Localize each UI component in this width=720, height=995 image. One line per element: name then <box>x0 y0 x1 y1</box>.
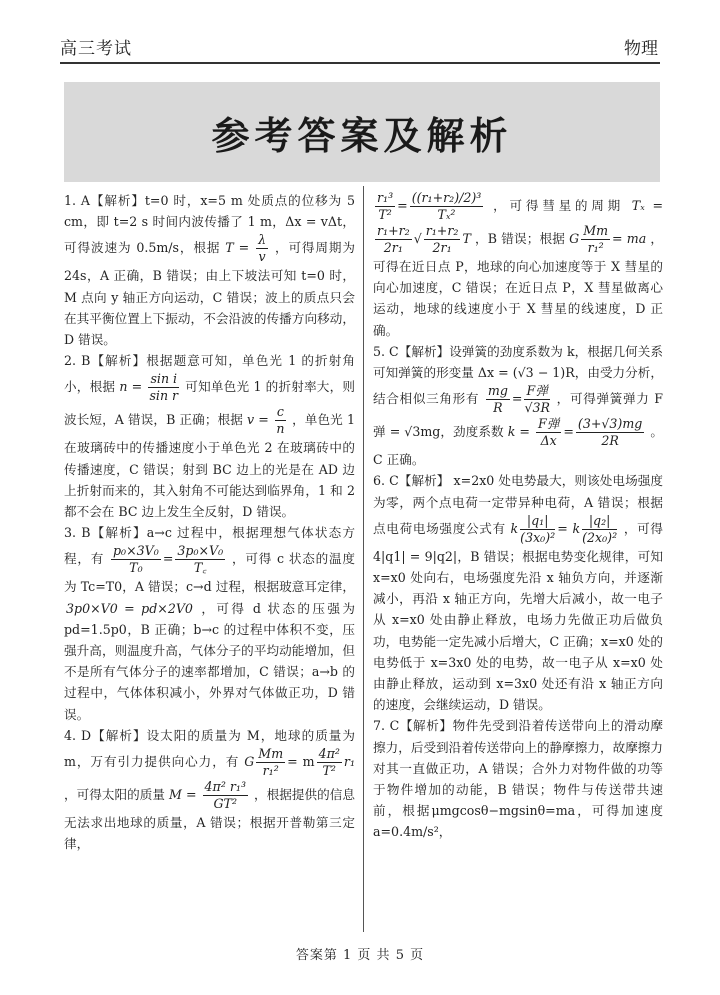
formula-refraction: $\frac{\text{sin i}}{\text{sin r}}$ <box>149 371 179 404</box>
formula-similar-right: $\frac{\text{F弹}}{√3R}$ <box>524 383 550 416</box>
formula-similar-left: $\frac{mg}{R}$ <box>487 383 508 416</box>
formula-field-right: $\frac{\text{|q₂|}}{\text{(2x₀)²}}$ <box>582 512 618 545</box>
page-footer: 答案第 1 页 共 5 页 <box>295 948 425 963</box>
title-banner <box>64 82 660 182</box>
formula-speed: $\frac{c}{n}$ <box>276 404 285 437</box>
answer-1: 1. A【解析】t=0 时，x=5 m 处质点的位移为 5 cm，即 t=2 s 时间内波传播了 1 m，Δx = vΔt，可得波速为 0.5m/s，根据 T = $\frac{\lambda}{v}$ ，可得周期为 24s，A 正确，B 错误；由上下坡法可知 t=0 时，M 点向 y 轴正方向运动，C 错误；波上的质点只会在其平衡位置上下振动，不会沿波的传播方向移动，D 错误。 <box>64 193 355 348</box>
page-title: 参考答案及解析 <box>211 112 513 158</box>
formula-gravity: $\frac{Mm}{\text{r₁²}}$ <box>258 746 284 779</box>
formula-sun-mass: $\frac{\text{4π² r₁³}}{\text{GT²}}$ <box>204 779 246 812</box>
answer-4-continued: $\frac{\text{r₁³}}{\text{T²}}$ = $\frac{\text{((r₁+r₂)/2)³}}{\text{Tₓ²}}$ ，可得彗星的周期 Tₓ = $\frac{\text{r₁+r₂}}{\text{2r₁}}$ √ $\frac{\text{r₁+r₂}}{\text{2r₁}}$ T ，B 错误；根据 G $\frac{Mm}{\text{r₁²}}$ = ma ，可得在近日点 P，地球的向心加速度等于 X 彗星的向心加速度，C 错误；在近日点 P，X 彗星做离心运动，地球的线速度小于 X 彗星的线速度，D 正确。 <box>373 190 663 338</box>
left-column <box>64 190 355 854</box>
formula-kepler-left: $\frac{\text{r₁³}}{\text{T²}}$ <box>377 190 394 222</box>
formula-field-left: $\frac{\text{|q₁|}}{\text{(3x₀)²}}$ <box>520 512 556 545</box>
formula-state-left: $\frac{\text{p₀×3V₀}}{\text{T₀}}$ <box>112 543 159 576</box>
formula-comet-period: $\frac{\text{r₁+r₂}}{\text{2r₁}}$ <box>377 223 410 255</box>
formula-stiffness: $\frac{\text{F弹}}{\Delta x}$ <box>538 416 560 449</box>
formula-kepler-right: $\frac{\text{((r₁+r₂)/2)³}}{\text{Tₓ²}}$ <box>411 190 482 222</box>
column-divider <box>363 186 364 932</box>
answer-2: 2. B【解析】根据题意可知，单色光 1 的折射角小，根据 n = $\frac{\text{sin i}}{\text{sin r}}$ 可知单色光 1 的折射率大，则波长短，A 错误，B 正确；根据 v = $\frac{c}{n}$ ，单色光 1 在玻璃砖中的传播速度小于单色光 2 在玻璃砖中的传播速度，C 错误；射到 BC 边上的光是在 AD 边上折射而来的，其入射角不可能达到临界角，1 和 2 都不会在 BC 边上发生全反射，D 错误。 <box>64 353 355 520</box>
formula-period: $\frac{\lambda}{v}$ <box>258 232 267 265</box>
answer-3: 3. B【解析】a→c 过程中，根据理想气体状态方程，有 $\frac{\text{p₀×3V₀}}{\text{T₀}}$ = $\frac{\text{3p₀×V₀}}{T꜀}$ ，可得 c 状态的温度为 Tc=T0，A 错误；c→d 过程，根据玻意耳定律， 3p0×V0 = pd×2V0 ，可得 d 状态的压强为 pd=1.5p0，B 正确；b→c 的过程中体积不变，压强升高，则温度升高，气体分子的平均动能增加，但不是所有气体分子的速率都增加，C 错误；a→b 的过程中，气体体积减小，外界对气体做正功，D 错误。 <box>64 525 355 722</box>
header-left: 高三考试 <box>60 39 132 59</box>
formula-acceleration: $\frac{Mm}{\text{r₁²}}$ <box>583 223 609 255</box>
header-rule <box>60 62 660 64</box>
answer-5: 5. C【解析】设弹簧的劲度系数为 k，根据几何关系可知弹簧的形变量 Δx = (√3 − 1)R，由受力分析，结合相似三角形有 $\frac{mg}{R}$ = $\frac{\text{F弹}}{√3R}$ ，可得弹簧弹力 F弹 = √3mg，劲度系数 k = $\frac{\text{F弹}}{\Delta x}$ = $\frac{(3+√3)mg}{2R}$ 。C 正确。 <box>373 343 663 468</box>
answer-4: 4. D【解析】设太阳的质量为 M，地球的质量为 m，万有引力提供向心力，有 G $\frac{Mm}{\text{r₁²}}$ = m $\frac{\text{4π²}}{\text{T²}}$ r₁ ，可得太阳的质量 M = $\frac{\text{4π² r₁³}}{\text{GT²}}$ ，根据提供的信息无法求出地球的质量，A 错误；根据开普勒第三定律， <box>64 727 355 852</box>
answer-7: 7. C【解析】物件先受到沿着传送带向上的滑动摩擦力，后受到沿着传送带向上的静摩擦力，故摩擦力对其一直做正功，A 错误；合外力对物件做的功等于物件增加的动能，B 错误；物件与传送带共速前，根据μmgcosθ−mgsinθ=ma，可得加速度 a=0.4m/s²， <box>373 718 663 840</box>
answer-6: 6. C【解析】 x=2x0 处电势最大，则该处电场强度为零，两个点电荷一定带异种电荷，A 错误；根据点电荷电场强度公式有 k $\frac{\text{|q₁|}}{\text{(3x₀)²}}$ = k $\frac{\text{|q₂|}}{\text{(2x₀)²}}$ ，可得 4|q1| = 9|q2|，B 错误；根据电势变化规律，可知 x=x0 处向右，电场强度先沿 x 轴负方向，并逐渐减小，再沿 x 轴正方向，先增大后减小，故一电子从 x=x0 处由静止释放，电场力先做正功后做负功，电势能一定先减小后增大，C 正确；x=x0 处的电势低于 x=3x0 处的电势，故一电子从 x=x0 处由静止释放，运动到 x=3x0 处还有沿 x 轴正方向的速度，会继续运动，D 错误。 <box>373 473 663 713</box>
header-right: 物理 <box>624 39 658 59</box>
formula-boyle: 3p0×V0 = pd×2V0 <box>66 600 193 616</box>
formula-state-right: $\frac{\text{3p₀×V₀}}{T꜀}$ <box>177 543 224 576</box>
right-column <box>373 190 663 843</box>
